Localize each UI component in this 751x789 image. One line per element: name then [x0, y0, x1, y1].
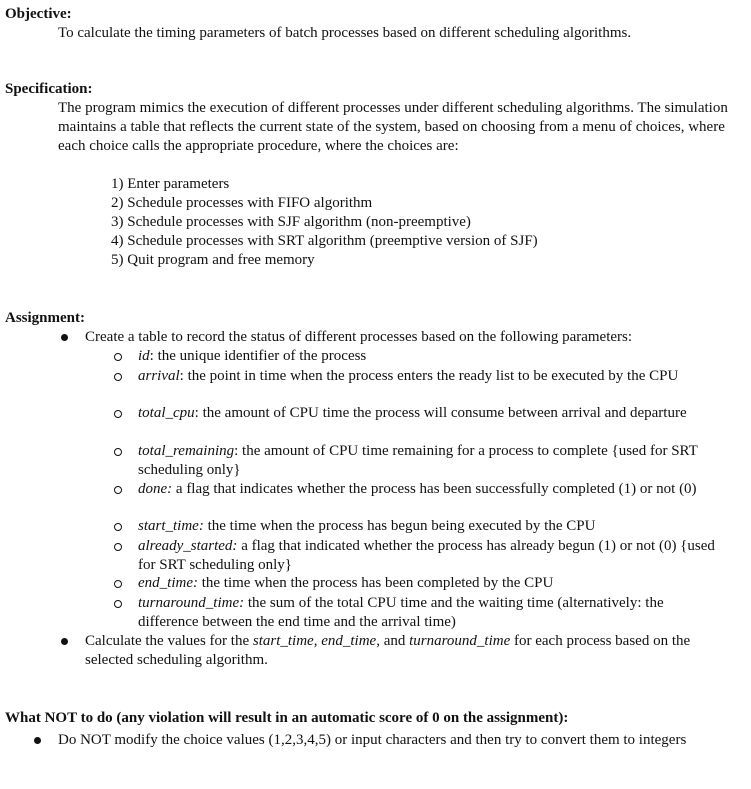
calc-term-start-time: start_time	[252, 633, 314, 649]
bullet-icon	[61, 638, 68, 645]
param-item-total-remaining	[138, 442, 718, 480]
calc-text-1: Calculate the values for the	[85, 633, 253, 649]
specification-text: The program mimics the execution of different processes under different scheduling algorithms. The simulation maintains a table that reflects the current state of the system, based on choosing from a menu of choices, where each choice calls the appropriate procedure, where the choices are:	[58, 100, 728, 154]
param-item-done	[138, 480, 718, 499]
hollow-bullet-icon	[114, 600, 122, 608]
param-item-total-cpu	[138, 404, 718, 423]
param-name: already_started:	[138, 538, 238, 554]
assignment-bullet-calculate	[85, 632, 725, 670]
hollow-bullet-icon	[114, 448, 122, 456]
param-item-already-started	[138, 537, 718, 575]
param-name: arrival	[138, 368, 180, 384]
calc-text-3: , and	[376, 633, 410, 649]
what-not-bullet-1: Do NOT modify the choice values (1,2,3,4,5) or input characters and then try to convert them to integers	[58, 732, 687, 748]
menu-choice-4: 4) Schedule processes with SRT algorithm (preemptive version of SJF)	[111, 233, 538, 249]
param-desc: the time when the process has begun being executed by the CPU	[203, 518, 596, 534]
menu-choice-3: 3) Schedule processes with SJF algorithm (non-preemptive)	[111, 214, 471, 230]
bullet-icon	[61, 334, 68, 341]
menu-choice-5: 5) Quit program and free memory	[111, 252, 315, 268]
param-desc: : the unique identifier of the process	[149, 348, 367, 364]
param-desc: a flag that indicates whether the process has been successfully completed (1) or not (0)	[172, 481, 697, 497]
hollow-bullet-icon	[114, 353, 122, 361]
calc-term-turnaround-time: turnaround_time	[409, 633, 511, 649]
param-desc: : the amount of CPU time the process will consume between arrival and departure	[194, 405, 687, 421]
assignment-heading: Assignment:	[5, 310, 86, 326]
menu-choice-2: 2) Schedule processes with FIFO algorithm	[111, 195, 373, 211]
param-desc: : the point in time when the process enters the ready list to be executed by the CPU	[179, 368, 679, 384]
param-desc: : the amount of CPU time remaining for a process to complete {used for SRT scheduling only}	[138, 443, 698, 478]
param-name: turnaround_time:	[138, 595, 245, 611]
param-name: total_remaining	[138, 443, 235, 459]
hollow-bullet-icon	[114, 580, 122, 588]
hollow-bullet-icon	[114, 543, 122, 551]
param-item-start-time	[138, 517, 718, 536]
hollow-bullet-icon	[114, 523, 122, 531]
param-name: done:	[138, 481, 173, 497]
what-not-heading: What NOT to do (any violation will result in an automatic score of 0 on the assignment):	[5, 710, 569, 726]
calc-text-4: for each process based on the selected scheduling algorithm.	[85, 633, 691, 668]
param-desc: a flag that indicated whether the process has already begun (1) or not (0) {used for SRT scheduling only}	[138, 538, 715, 573]
calc-term-end-time: end_time	[321, 633, 377, 649]
param-name: id	[138, 348, 150, 364]
param-desc: the time when the process has been completed by the CPU	[197, 575, 554, 591]
param-item-arrival	[138, 367, 718, 386]
calc-text-2: ,	[313, 633, 322, 649]
param-name: total_cpu	[138, 405, 195, 421]
hollow-bullet-icon	[114, 410, 122, 418]
param-desc: the sum of the total CPU time and the waiting time (alternatively: the difference between the end time and the arrival time)	[138, 595, 664, 630]
specification-heading: Specification:	[5, 81, 93, 97]
objective-text: To calculate the timing parameters of batch processes based on different scheduling algorithms.	[58, 25, 632, 41]
param-item-end-time	[138, 574, 718, 593]
bullet-icon	[34, 737, 41, 744]
menu-choice-1: 1) Enter parameters	[111, 176, 230, 192]
hollow-bullet-icon	[114, 373, 122, 381]
param-item-turnaround-time	[138, 594, 718, 632]
assignment-bullet-create-table: Create a table to record the status of different processes based on the following parameters:	[85, 329, 633, 345]
param-item-id	[138, 347, 718, 366]
param-name: start_time:	[138, 518, 204, 534]
param-name: end_time:	[138, 575, 198, 591]
hollow-bullet-icon	[114, 486, 122, 494]
menu-choices-list	[111, 175, 711, 270]
objective-heading: Objective:	[5, 6, 72, 22]
